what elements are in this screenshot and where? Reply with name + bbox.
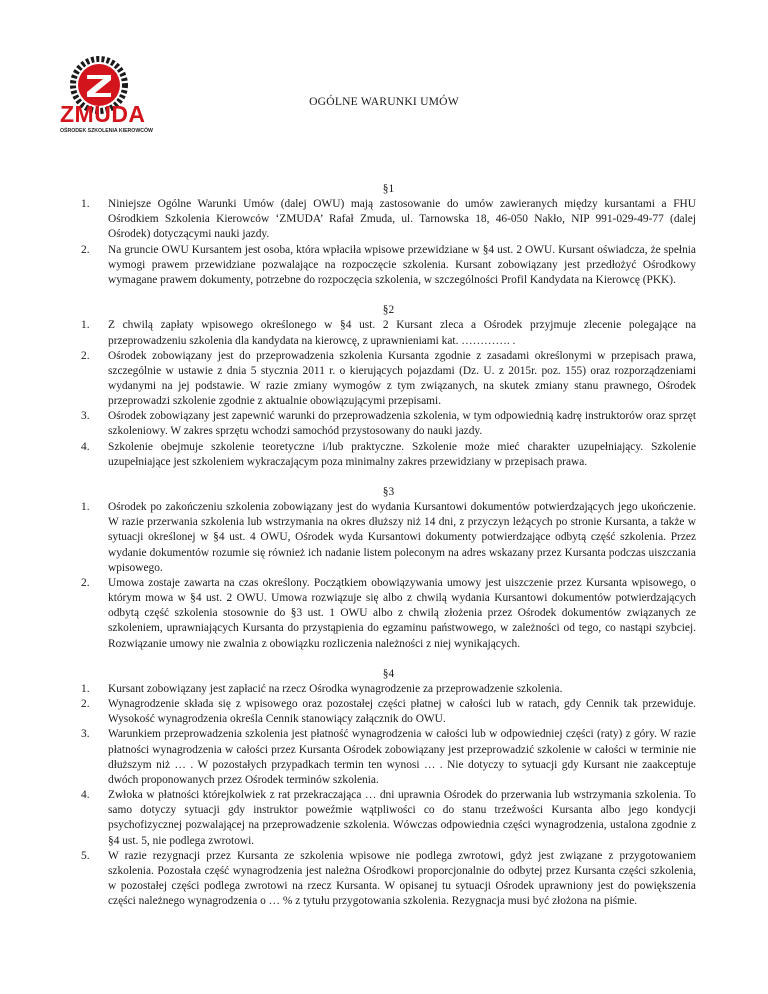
clause-number: 3. — [81, 728, 90, 741]
clause-text: Szkolenie obejmuje szkolenie teoretyczne i/lub praktyczne. Szkolenie może mieć charakter uzupełniający. Szkolenie uzupełniające jest szkoleniem wykraczającym poza minimalny zakres przewidziany w przepisach prawa. — [108, 440, 696, 468]
document-title: OGÓLNE WARUNKI UMÓW — [309, 95, 459, 108]
clause-number: 3. — [81, 410, 90, 423]
clause-text: Warunkiem przeprowadzenia szkolenia jest płatność wynagrodzenia w całości lub w odpowiedniej części (raty) z góry. W razie płatności wynagrodzenia w całości przez Kursanta Ośrodek zobowiązany jest przeprowadzić szkolenie w całości w terminie nie dłuższym niż … . W pozostałych przypadkach termin ten wynosi … . Nie dotyczy to sytuacji gdy Kursant nie zaakceptuje dwóch proponowanych przez Ośrodek terminów szkolenia. — [108, 728, 696, 786]
clause-text: Kursant zobowiązany jest zapłacić na rzecz Ośrodka wynagrodzenie za przeprowadzenie szkolenia. — [108, 682, 563, 695]
clause-number: 1. — [81, 198, 90, 211]
clause-text: Wynagrodzenie składa się z wpisowego oraz pozostałej części płatnej w całości lub w ratach, gdy Cennik tak przewiduje. Wysokość wynagrodzenia określa Cennik stanowiący załącznik do OWU. — [108, 698, 696, 726]
section-heading: §2 — [382, 304, 395, 317]
clause-text: Umowa zostaje zawarta na czas określony. Początkiem obowiązywania umowy jest uiszczenie przez Kursanta wpisowego, o którym mowa w §4 ust. 2 OWU. Umowa rozwiązuje się albo z chwilą wydania Kursantowi dokumentów potwierdzających odbytą część szkolenia stosownie do §3 ust. 1 OWU albo z chwilą złożenia przez Ośrodek dokumentów związanych ze szkoleniem, uprawniających Kursanta do przystąpienia do egzaminu państwowego, w zależności od tego, co nastąpi szybciej. Rozwiązanie umowy nie zwalnia z obowiązku rozliczenia należności z niej wynikających. — [108, 576, 696, 650]
clause-number: 1. — [81, 319, 90, 332]
clause-number: 2. — [81, 698, 90, 711]
clause-text: Na gruncie OWU Kursantem jest osoba, która wpłaciła wpisowe przewidziane w §4 ust. 2 OWU. Kursant oświadcza, że spełnia wymogi prawem przewidziane pozwalające na rozpoczęcie szkolenia. Kursant zobowiązany jest przedłożyć Ośrodkowy wymagane prawem dokumenty, potrzebne do rozpoczęcia szkolenia, w szczególności Profil Kandydata na Kierowcę (PKK). — [108, 243, 696, 286]
clause-number: 2. — [81, 349, 90, 362]
clause-number: 2. — [81, 576, 90, 589]
clause-item — [81, 682, 696, 697]
section-4 — [81, 667, 696, 910]
clause-number: 4. — [81, 440, 90, 453]
section-heading: §1 — [382, 183, 395, 195]
clause-item — [81, 788, 696, 849]
section-2 — [81, 303, 696, 470]
section-3 — [81, 485, 696, 652]
clause-item — [81, 849, 696, 910]
clause-item — [81, 409, 696, 439]
clause-text: Zwłoka w płatności którejkolwiek z rat przekraczająca … dni uprawnia Ośrodek do przerwania lub wstrzymania szkolenia. To samo dotyczy sytuacji gdy instruktor poweźmie wątpliwości co do stanu trzeźwości Kursanta albo jego kondycji psychofizycznej pozwalającej na przeprowadzenie szkolenia. Wówczas odpowiednia części wynagrodzenia, ustalona zgodnie z §4 ust. 5, nie podlega zwrotowi. — [108, 789, 696, 847]
clause-number: 4. — [81, 789, 90, 802]
clause-item — [81, 500, 696, 576]
section-heading: §4 — [382, 667, 395, 680]
clause-item — [81, 697, 696, 727]
logo-brand: ZMUDA — [60, 101, 146, 127]
clause-item — [81, 727, 696, 788]
clause-item — [81, 576, 696, 652]
clause-text: Ośrodek zobowiązany jest do przeprowadzenia szkolenia Kursanta zgodnie z zasadami określonymi w przepisach prawa, szczególnie w ustawie z dnia 5 stycznia 2011 r. o kierujących pojazdami (Dz. U. z 2015r. poz. 155) oraz rozporządzeniami wydanymi na jej podstawie. W razie zmiany wymogów z tym związanych, na skutek zmiany stanu prawnego, Ośrodek przeprowadzi szkolenie zgodnie z aktualnie obowiązującymi przepisami. — [108, 349, 696, 408]
section-1 — [81, 182, 696, 288]
clause-item — [81, 349, 696, 410]
clause-number: 1. — [81, 682, 90, 695]
clause-item — [81, 197, 696, 242]
clause-number: 5. — [81, 849, 90, 862]
clause-number: 2. — [81, 243, 90, 256]
logo-tagline: OŚRODEK SZKOLENIA KIEROWCÓW — [60, 128, 153, 134]
clause-number: 1. — [81, 501, 90, 514]
section-heading: §3 — [382, 486, 395, 498]
clause-item — [81, 243, 696, 288]
document-body — [81, 182, 696, 924]
clause-item — [81, 440, 696, 470]
clause-text: Z chwilą zapłaty wpisowego określonego w §4 ust. 2 Kursant zleca a Ośrodek przyjmuje zlecenie polegające na przeprowadzeniu szkolenia dla kandydata na kierowcę, z uprawnieniami kat. …………. . — [108, 319, 696, 347]
clause-text: Ośrodek po zakończeniu szkolenia zobowiązany jest do wydania Kursantowi dokumentów potwierdzających jego ukończenie. W razie przerwania szkolenia lub wstrzymania na okres dłuższy niż 14 dni, z przyczyn leżących po stronie Kursanta, a także w sytuacji określonej w §4 ust. 4 OWU, Ośrodek wyda Kursantowi dokumenty potwierdzające odbytą część szkolenia. Przez wydanie dokumentów rozumie się również ich nadanie listem poleconym na adres wskazany przez Kursanta podczas uiszczania wpisowego. — [108, 501, 696, 574]
clause-text: Ośrodek zobowiązany jest zapewnić warunki do przeprowadzenia szkolenia, w tym odpowiednią kadrę instruktorów oraz sprzęt szkoleniowy. W zakres sprzętu wchodzi samochód przystosowany do nauki jazdy. — [108, 410, 696, 438]
clause-item — [81, 318, 696, 348]
clause-text: Niniejsze Ogólne Warunki Umów (dalej OWU) mają zastosowanie do umów zawieranych między kursantami a FHU Ośrodkiem Szkolenia Kierowców ‘ZMUDA’ Rafał Zmuda, ul. Tarnowska 18, 46-050 Nakło, NIP 991-029-49-77 (dalej Ośrodek) dotyczącymi nauki jazdy. — [108, 198, 696, 241]
clause-text: W razie rezygnacji przez Kursanta ze szkolenia wpisowe nie podlega zwrotowi, gdyż jest związane z przygotowaniem szkolenia. Pozostała część wynagrodzenia jest należna Ośrodkowi proporcjonalnie do odbytej przez Kursanta części szkolenia, w pozostałej części podlega zwrotowi na rzecz Kursanta. W opisanej tu sytuacji Ośrodek uprawniony jest do powiększenia części należnego wynagrodzenia o … % z tytułu przygotowania szkolenia. Rezygnacja musi być złożona na piśmie. — [108, 849, 696, 908]
